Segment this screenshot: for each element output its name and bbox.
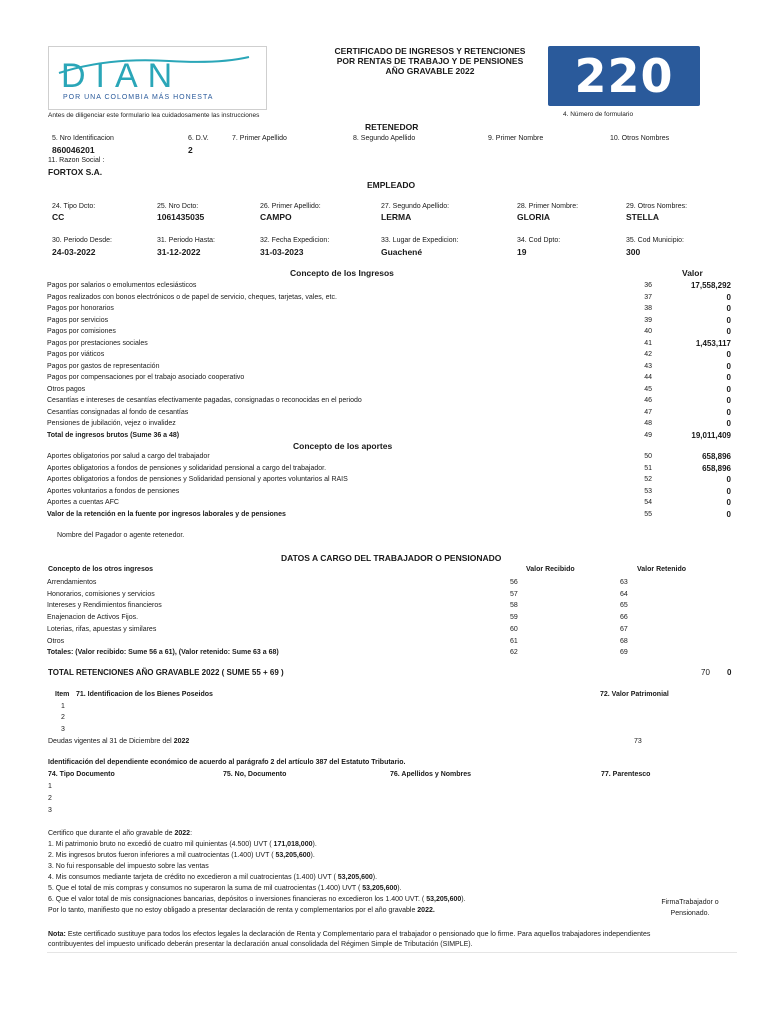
concept-value: 17,558,292 (690, 281, 731, 290)
deudas-num: 73 (634, 738, 642, 745)
aportes-title: Concepto de los aportes (293, 441, 393, 451)
valor-recibido-number: 61 (510, 637, 518, 645)
deudas-label (48, 738, 189, 745)
concept-number: 55 (644, 510, 652, 518)
concept-value: 0 (726, 292, 731, 302)
concept-row (47, 349, 737, 360)
certifico-line-4 (48, 872, 466, 883)
concept-number: 38 (644, 305, 652, 312)
otros-nombres-label: 10. Otros Nombres (610, 135, 670, 142)
concept-number: 50 (644, 453, 652, 460)
l5b: 53,205,600 (362, 885, 398, 892)
otros-ingresos-label: Loterias, rifas, apuestas y similares (47, 625, 157, 633)
valor-patrimonial-header: 72. Valor Patrimonial (600, 691, 669, 698)
valor-recibido-number: 58 (510, 602, 518, 610)
bien-item: 3 (61, 726, 65, 733)
concept-label: Aportes obligatorios a fondos de pensiones y solidaridad pensional a cargo del trabajador. (47, 464, 327, 472)
dependiente-item: 1 (48, 783, 52, 790)
title-line-1: CERTIFICADO DE INGRESOS Y RETENCIONES (334, 46, 526, 56)
concept-row (47, 407, 737, 418)
valor-title: Valor (682, 268, 703, 278)
concept-value: 0 (726, 396, 731, 405)
concept-number: 49 (644, 431, 652, 439)
concept-label: Pagos por viáticos (47, 351, 105, 358)
concept-label: Pagos por salarios o emolumentos eclesiásticos (47, 282, 197, 289)
otros-ingresos-row (47, 577, 737, 588)
dian-logo (48, 46, 267, 110)
title-line-2: POR RENTAS DE TRABAJO Y DE PENSIONES (336, 56, 524, 66)
concept-value: 658,896 (702, 463, 731, 473)
certifico-line-3: 3. No fui responsable del impuesto sobre las ventas (48, 863, 209, 870)
l7a: Por lo tanto, manifiesto que no estoy obligado a presentar declaración de renta y complementarios por el año gravable (48, 907, 418, 914)
certifico-block (48, 828, 466, 916)
concept-value: 0 (726, 419, 731, 428)
certifico-line-5 (48, 883, 466, 894)
nota-divider (47, 952, 737, 953)
concept-label: Pagos por honorarios (47, 305, 114, 312)
certifico-line-1 (48, 839, 466, 850)
valor-recibido-number: 57 (510, 590, 518, 598)
primer-nombre-label: 9. Primer Nombre (488, 135, 544, 142)
concept-value: 0 (726, 509, 731, 519)
razon-social-value: FORTOX S.A. (48, 167, 103, 177)
otros-nombres-emp-value: STELLA (626, 212, 660, 222)
concept-label: Pagos por compensaciones por el trabajo asociado cooperativo (47, 374, 245, 381)
concept-label: Cesantías e intereses de cesantías efectivamente pagadas, consignadas o reconocidas en el periodo (47, 397, 362, 404)
concept-value: 0 (726, 373, 731, 382)
bien-item: 1 (61, 703, 65, 710)
concept-value: 0 (726, 304, 731, 313)
l6c: ). (461, 896, 466, 903)
certifico-year: 2022 (174, 830, 191, 837)
primer-nombre-emp-value: GLORIA (517, 212, 551, 222)
parentesco-header: 77. Parentesco (601, 771, 651, 778)
total-retenciones-num: 70 (701, 668, 710, 677)
concept-value: 0 (726, 384, 731, 394)
nota-label: Nota: (48, 931, 66, 938)
concept-value: 0 (726, 498, 731, 507)
cod-dpto-label: 34. Cod Dpto: (517, 237, 561, 244)
otros-ingresos-row (47, 624, 737, 635)
concept-row (47, 384, 737, 395)
concept-number: 45 (644, 385, 652, 393)
razon-social-label: 11. Razon Social : (48, 157, 105, 164)
dv-value: 2 (188, 145, 193, 155)
l6a: 6. Que el valor total de mis consignaciones bancarias, depósitos o inversiones financieras no excedieron los 1.400 UVT. ( (48, 896, 427, 903)
cod-municipio-value: 300 (626, 247, 641, 257)
dv-label: 6. D.V. (188, 135, 209, 142)
concept-label: Pagos realizados con bonos electrónicos o de papel de servicio, cheques, tarjetas, vales, etc. (47, 293, 337, 301)
periodo-hasta-label: 31. Periodo Hasta: (157, 237, 215, 244)
svg-text:DIAN: DIAN (61, 57, 183, 95)
concept-label: Cesantías consignadas al fondo de cesantías (47, 408, 189, 416)
concept-label: Pagos por gastos de representación (47, 362, 160, 370)
concept-label: Aportes obligatorios por salud a cargo del trabajador (47, 453, 210, 460)
dependiente-item: 2 (48, 795, 52, 802)
concept-label: Pensiones de jubilación, vejez o invalidez (47, 420, 176, 427)
l2c: ). (310, 852, 315, 859)
svg-text:POR UNA COLOMBIA MÁS HONESTA: POR UNA COLOMBIA MÁS HONESTA (63, 94, 214, 101)
valor-recibido-header: Valor Recibido (526, 566, 575, 573)
concept-value: 0 (726, 407, 731, 417)
concept-number: 44 (644, 374, 652, 381)
periodo-hasta-value: 31-12-2022 (157, 247, 201, 257)
total-retenciones-label: TOTAL RETENCIONES AÑO GRAVABLE 2022 ( SUME 55 + 69 ) (48, 668, 284, 677)
valor-recibido-number: 59 (510, 614, 518, 622)
otros-ingresos-label: Arrendamientos (47, 579, 97, 586)
dian-logo-graphic (49, 47, 266, 109)
concept-label: Aportes a cuentas AFC (47, 499, 119, 506)
l2a: 2. Mis ingresos brutos fueron inferiores a mil cuatrocientas (1.400) UVT ( (48, 852, 276, 859)
cod-municipio-label: 35. Cod Municipio: (626, 237, 684, 244)
concept-value: 0 (726, 327, 731, 336)
otros-ingresos-label: Intereses y Rendimientos financieros (47, 602, 162, 610)
trabajador-title: DATOS A CARGO DEL TRABAJADOR O PENSIONADO (281, 553, 502, 563)
nota-line-2: contribuyentes del impuesto unificado deberán presentar la declaración anual consolidada del Régimen Simple de Tributación (SIMPLE). (48, 941, 473, 948)
otros-ingresos-label: Honorarios, comisiones y servicios (47, 590, 155, 598)
cod-dpto-value: 19 (517, 247, 527, 257)
no-documento-header: 75. No, Documento (223, 771, 287, 778)
segundo-apellido-emp-label: 27. Segundo Apellido: (381, 203, 450, 210)
concept-number: 47 (644, 408, 652, 416)
concept-value: 0 (726, 315, 731, 325)
lugar-expedicion-label: 33. Lugar de Expedicion: (381, 237, 459, 244)
concept-label: Valor de la retención en la fuente por ingresos laborales y de pensiones (47, 510, 286, 518)
concept-number: 40 (644, 328, 652, 335)
concept-row (47, 486, 737, 497)
l6b: 53,205,600 (426, 896, 462, 903)
otros-ingresos-label: Totales: (Valor recibido: Sume 56 a 61), (Valor retenido: Sume 63 a 68) (47, 649, 279, 657)
concept-number: 51 (644, 464, 652, 472)
otros-nombres-emp-label: 29. Otros Nombres: (626, 203, 688, 210)
concept-value: 19,011,409 (691, 430, 731, 440)
pagador-label: Nombre del Pagador o agente retenedor. (57, 532, 185, 539)
nota-block (48, 930, 650, 950)
concept-number: 36 (644, 282, 652, 289)
firma-line-2: Pensionado. (670, 910, 710, 917)
valor-recibido-number: 56 (510, 579, 518, 586)
concept-row (47, 361, 737, 372)
bien-item: 2 (61, 714, 65, 721)
concept-row (47, 292, 737, 303)
otros-ingresos-row (47, 647, 737, 658)
concept-number: 53 (644, 487, 652, 495)
form-number: 220 (574, 49, 674, 103)
nota-text-1: Este certificado sustituye para todos los efectos legales la declaración de Renta y Complementario para el trabajador o pensionado que lo firme. Para aquellos trabajadores independientes (65, 931, 651, 938)
tipo-dcto-value: CC (52, 212, 65, 222)
primer-apellido-emp-value: CAMPO (260, 212, 292, 222)
otros-ingresos-label: Enajenacion de Activos Fijos. (47, 614, 139, 622)
concept-number: 52 (644, 476, 652, 483)
concept-row (47, 303, 737, 314)
concept-number: 54 (644, 499, 652, 506)
concept-label: Otros pagos (47, 385, 86, 393)
concept-row (47, 315, 737, 326)
nit-label: 5. Nro Identificacion (52, 135, 114, 142)
valor-retenido-header: Valor Retenido (637, 566, 687, 573)
l2b: 53,205,600 (275, 852, 311, 859)
segundo-apellido-label: 8. Segundo Apellido (353, 135, 416, 142)
concept-value: 658,896 (702, 452, 731, 461)
certifico-intro (48, 828, 466, 839)
l5c: ). (397, 885, 402, 892)
l1b: 171,018,000 (273, 841, 313, 848)
apellidos-nombres-header: 76. Apellidos y Nombres (390, 771, 472, 778)
certifico-line-7 (48, 905, 466, 916)
primer-apellido-emp-label: 26. Primer Apellido: (260, 203, 321, 210)
deudas-year: 2022 (173, 738, 190, 745)
retenedor-title: RETENEDOR (365, 122, 419, 132)
segundo-apellido-emp-value: LERMA (381, 212, 412, 222)
valor-recibido-number: 62 (510, 649, 518, 657)
nit-value: 860046201 (52, 145, 95, 155)
concept-number: 39 (644, 316, 652, 324)
concept-row (47, 474, 737, 485)
concept-row (47, 497, 737, 508)
periodo-desde-value: 24-03-2022 (52, 247, 96, 257)
firma-block (650, 897, 730, 919)
concept-value: 0 (726, 475, 731, 484)
tipo-dcto-label: 24. Tipo Dcto: (52, 203, 96, 210)
concept-label: Aportes voluntarios a fondos de pensiones (47, 487, 180, 495)
periodo-desde-label: 30. Periodo Desde: (52, 237, 112, 244)
nota-line-1 (48, 930, 650, 940)
concept-row (47, 338, 737, 349)
concept-value: 0 (726, 350, 731, 359)
dependiente-item: 3 (48, 807, 52, 814)
valor-retenido-number: 63 (620, 579, 628, 586)
concept-label: Total de ingresos brutos (Sume 36 a 48) (47, 431, 180, 439)
concept-value: 0 (726, 486, 731, 496)
concept-row (47, 280, 737, 291)
certifico-colon: : (190, 830, 193, 837)
certificate-title (300, 46, 560, 76)
firma-line-1: FirmaTrabajador o (661, 899, 719, 906)
concept-row (47, 451, 737, 462)
otros-ingresos-row (47, 600, 737, 611)
otros-ingresos-header: Concepto de los otros ingresos (48, 566, 154, 573)
ingresos-title: Concepto de los Ingresos (290, 268, 394, 278)
empleado-title: EMPLEADO (367, 180, 416, 190)
otros-ingresos-label: Otros (47, 637, 65, 645)
valor-retenido-number: 69 (620, 649, 628, 657)
otros-ingresos-row (47, 636, 737, 647)
lugar-expedicion-value: Guachené (381, 247, 423, 257)
concept-number: 37 (644, 293, 652, 301)
valor-retenido-number: 64 (620, 590, 628, 598)
concept-value: 1,453,117 (695, 338, 731, 348)
concept-number: 41 (644, 339, 652, 347)
concept-row (47, 418, 737, 429)
otros-ingresos-row (47, 612, 737, 623)
l4c: ). (372, 874, 378, 881)
form-number-label: 4. Número de formulario (563, 111, 634, 118)
total-retenciones-value: 0 (727, 668, 732, 677)
concept-label: Pagos por comisiones (47, 328, 116, 335)
primer-apellido-label: 7. Primer Apellido (232, 135, 287, 142)
fecha-expedicion-label: 32. Fecha Expedicion: (260, 237, 330, 244)
concept-row (47, 326, 737, 337)
concept-row (47, 430, 737, 441)
certifico-line-2 (48, 850, 466, 861)
concept-number: 46 (644, 397, 652, 404)
valor-retenido-number: 67 (620, 625, 628, 633)
title-line-3: AÑO GRAVABLE 2022 (385, 66, 475, 76)
concept-label: Aportes obligatorios a fondos de pensiones y Solidaridad pensional y aportes voluntarios al RAIS (47, 476, 348, 483)
l1c: ). (312, 841, 317, 848)
concept-label: Pagos por prestaciones sociales (47, 339, 148, 347)
valor-retenido-number: 65 (620, 602, 628, 610)
concept-row (47, 509, 737, 520)
otros-ingresos-row (47, 589, 737, 600)
nro-dcto-label: 25. Nro Dcto: (157, 203, 199, 210)
concept-number: 42 (644, 351, 652, 358)
tipo-documento-header: 74. Tipo Documento (48, 771, 115, 778)
l5a: 5. Que el total de mis compras y consumos no superaron la suma de mil cuatrocientas (1.400) UVT ( (48, 885, 363, 892)
concept-row (47, 463, 737, 474)
item-header: Item (55, 691, 70, 698)
fecha-expedicion-value: 31-03-2023 (260, 247, 304, 257)
form-number-box (548, 46, 700, 106)
concept-number: 48 (644, 420, 652, 427)
dependiente-title: Identificación del dependiente económico de acuerdo al parágrafo 2 del artículo 387 del Estatuto Tributario. (48, 759, 406, 766)
concept-number: 43 (644, 362, 652, 370)
instructions-note: Antes de diligenciar este formulario lea cuidadosamente las instrucciones (48, 112, 260, 119)
l4a: 4. Mis consumos mediante tarjeta de crédito no excedieron a mil cuatrocientas (1.400) UVT ( (48, 874, 338, 881)
l7b: 2022. (417, 907, 435, 914)
valor-retenido-number: 66 (620, 614, 628, 622)
concept-value: 0 (726, 361, 731, 371)
concept-label: Pagos por servicios (47, 316, 109, 324)
certifico-line-6 (48, 894, 466, 905)
l4b: 53,205,600 (337, 874, 373, 881)
certifico-intro-text: Certifico que durante el año gravable de (48, 830, 175, 837)
valor-recibido-number: 60 (510, 625, 518, 633)
concept-row (47, 395, 737, 406)
bienes-header: 71. Identificacion de los Bienes Poseidos (76, 691, 213, 698)
l1a: 1. Mi patrimonio bruto no excedió de cuatro mil quinientas (4.500) UVT ( (48, 841, 274, 848)
deudas-text: Deudas vigentes al 31 de Diciembre del (48, 738, 174, 745)
primer-nombre-emp-label: 28. Primer Nombre: (517, 203, 579, 210)
valor-retenido-number: 68 (620, 637, 628, 645)
nro-dcto-value: 1061435035 (157, 212, 205, 222)
concept-row (47, 372, 737, 383)
